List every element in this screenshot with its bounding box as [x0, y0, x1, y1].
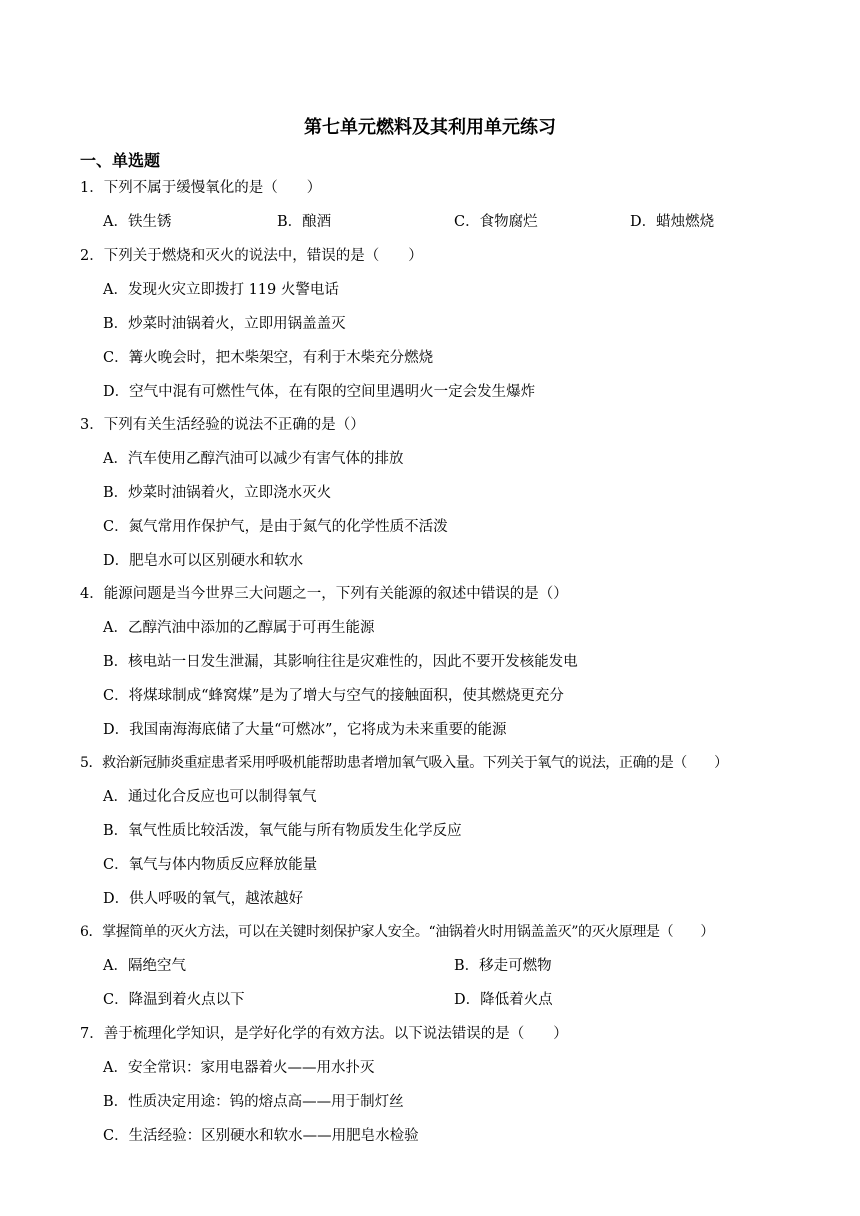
question-2-stem: 2．下列关于燃烧和灭火的说法中，错误的是（ ） [80, 248, 423, 264]
question-6-option-b: B．移走可燃物 [454, 958, 552, 974]
question-1-option-c: C．食物腐烂 [454, 214, 538, 230]
question-7-stem: 7．善于梳理化学知识，是学好化学的有效方法。以下说法错误的是（ ） [80, 1026, 568, 1042]
question-3-stem: 3．下列有关生活经验的说法不正确的是（） [80, 417, 365, 433]
section-heading: 一、单选题 [80, 151, 161, 170]
question-2-option-b: B．炒菜时油锅着火，立即用锅盖盖灭 [103, 316, 346, 332]
page-title: 第七单元燃料及其利用单元练习 [304, 117, 556, 138]
question-2-option-d: D．空气中混有可燃性气体，在有限的空间里遇明火一定会发生爆炸 [103, 384, 536, 400]
question-1-stem: 1．下列不属于缓慢氧化的是（ ） [80, 180, 322, 196]
question-2-option-c: C．篝火晚会时，把木柴架空，有利于木柴充分燃烧 [103, 350, 434, 366]
question-5-option-c: C．氧气与体内物质反应释放能量 [103, 857, 318, 873]
question-4-option-c: C．将煤球制成“蜂窝煤”是为了增大与空气的接触面积，使其燃烧更充分 [103, 688, 564, 704]
question-6-stem: 6．掌握简单的灭火方法，可以在关键时刻保护家人安全。“油锅着火时用锅盖盖灭”的灭火原理是（ ） [80, 924, 715, 940]
question-7-option-a: A．安全常识：家用电器着火——用水扑灭 [103, 1060, 375, 1076]
question-4-stem: 4．能源问题是当今世界三大问题之一，下列有关能源的叙述中错误的是（） [80, 586, 568, 602]
question-6-option-a: A．隔绝空气 [103, 958, 186, 974]
question-3-option-c: C．氮气常用作保护气，是由于氮气的化学性质不活泼 [103, 519, 448, 535]
question-4-option-b: B．核电站一日发生泄漏，其影响往往是灾难性的，因此不要开发核能发电 [103, 654, 578, 670]
question-5-option-b: B．氧气性质比较活泼，氧气能与所有物质发生化学反应 [103, 823, 462, 839]
question-3-option-d: D．肥皂水可以区别硬水和软水 [103, 553, 304, 569]
question-5-option-a: A．通过化合反应也可以制得氧气 [103, 789, 317, 805]
question-2-option-a: A．发现火灾立即拨打 119 火警电话 [103, 282, 339, 298]
question-7-option-b: B．性质决定用途：钨的熔点高——用于制灯丝 [103, 1094, 404, 1110]
question-4-option-a: A．乙醇汽油中添加的乙醇属于可再生能源 [103, 620, 375, 636]
question-7-option-c: C．生活经验：区别硬水和软水——用肥皂水检验 [103, 1128, 419, 1144]
question-6-option-d: D．降低着火点 [454, 992, 553, 1008]
question-5-stem: 5．救治新冠肺炎重症患者采用呼吸机能帮助患者增加氧气吸入量。下列关于氧气的说法，正确的是（ ） [80, 755, 728, 771]
question-3-option-a: A．汽车使用乙醇汽油可以减少有害气体的排放 [103, 451, 404, 467]
question-1-option-d: D．蜡烛燃烧 [630, 214, 715, 230]
question-6-option-c: C．降温到着火点以下 [103, 992, 245, 1008]
question-5-option-d: D．供人呼吸的氧气，越浓越好 [103, 891, 304, 907]
question-1-option-a: A．铁生锈 [103, 214, 172, 230]
question-4-option-d: D．我国南海海底储了大量“可燃冰”，它将成为未来重要的能源 [103, 722, 507, 738]
question-3-option-b: B．炒菜时油锅着火，立即浇水灭火 [103, 485, 332, 501]
question-1-option-b: B．酿酒 [277, 214, 332, 230]
